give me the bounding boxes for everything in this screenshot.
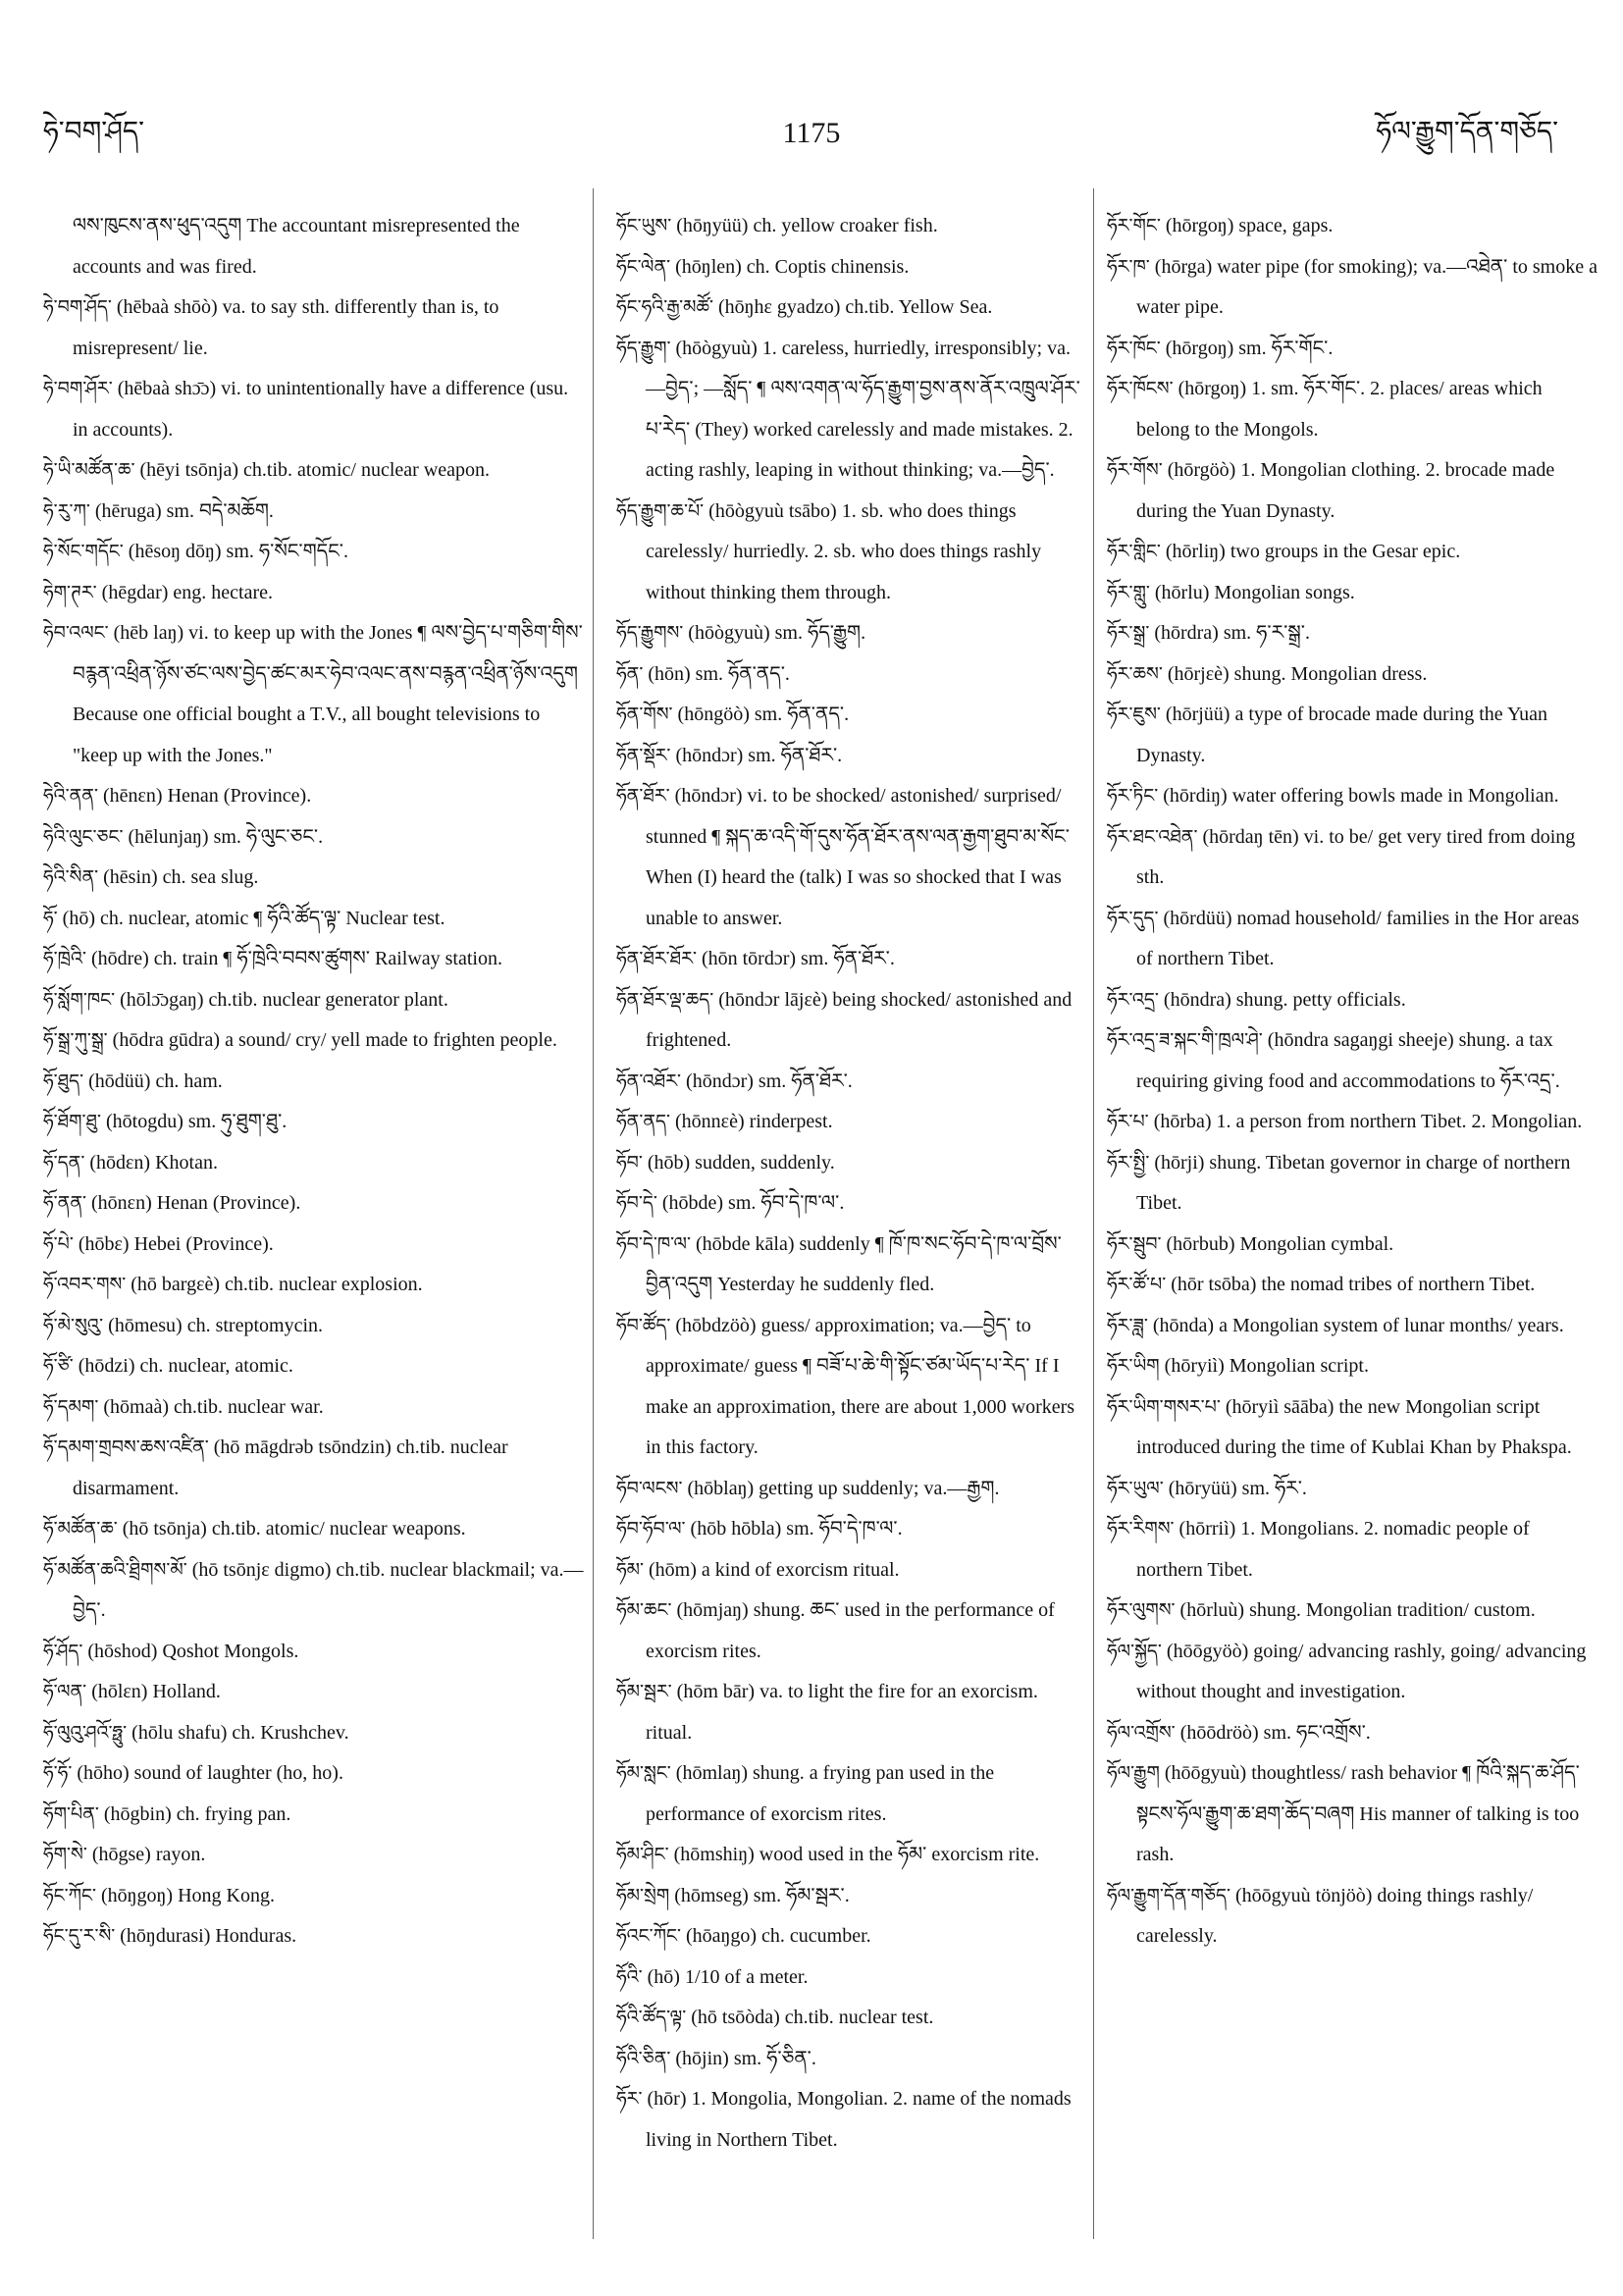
dictionary-entry — [43, 899, 585, 940]
dictionary-entry — [43, 1632, 585, 1673]
entry-headword: ཧོར་སྦུབ་ — [1107, 1232, 1162, 1255]
dictionary-entry — [616, 939, 1081, 980]
entry-headword: ཧོག་སེ་ — [43, 1844, 87, 1865]
dictionary-entry — [1107, 1469, 1597, 1510]
dictionary-entry — [43, 1753, 585, 1795]
dictionary-entry — [43, 1306, 585, 1347]
entry-definition: (hōdɛn) Khotan. — [89, 1151, 218, 1174]
dictionary-entry — [43, 1713, 585, 1754]
entry-headword: ཧོར་ཡིག་གསར་པ་ — [1107, 1395, 1221, 1418]
entry-definition: (hōn tōrdɔr) sm. ཧོན་ཐོར་. — [701, 948, 895, 969]
entry-definition: (hōbde) sm. ཧོབ་དེ་ཁ་ལ་. — [661, 1192, 845, 1214]
entry-headword: ཧོ་ལན་ — [43, 1681, 87, 1702]
entry-headword: ཧོམ་ཆང་ — [616, 1599, 672, 1621]
dictionary-entry — [43, 817, 585, 859]
entry-definition: (hōryiì) Mongolian script. — [1164, 1355, 1369, 1377]
entry-definition: (hōògyuù) sm. ཧོད་རྒྱུག. — [688, 622, 866, 644]
entry-definition: (hōrgöò) 1. Mongolian clothing. 2. brocade made during the Yuan Dynasty. — [1136, 459, 1555, 522]
entry-headword: ཧོག་པིན་ — [43, 1802, 99, 1825]
entry-definition: (hōògyuù tsābo) 1. sb. who does things carelessly/ hurriedly. 2. sb. who does things rashly without thinking them through. — [646, 499, 1042, 603]
entry-headword: ཧོབ་དེ་ཁ་ལ་ — [616, 1232, 691, 1255]
entry-headword: ཧོམ་སྲེག — [616, 1884, 670, 1906]
entry-headword: ཧེའི་སིན་ — [43, 866, 99, 888]
dictionary-entry — [43, 1916, 585, 1957]
entry-definition: (hōnda) a Mongolian system of lunar months/ years. — [1152, 1314, 1564, 1336]
dictionary-entry — [1107, 1632, 1597, 1713]
entry-definition: (hōmesu) ch. streptomycin. — [108, 1314, 324, 1336]
entry-definition: (hōrba) 1. a person from northern Tibet. 2. Mongolian. — [1153, 1111, 1583, 1132]
entry-headword: ཧེའི་ནན་ — [43, 785, 98, 807]
entry-headword: ཧོབ་ — [616, 1151, 643, 1174]
entry-definition: (hōōgyöò) going/ advancing rashly, going/ advancing without thought and investigation. — [1136, 1640, 1587, 1702]
entry-definition: (hēsoŋ dōŋ) sm. ཧ་སོང་གདོང་. — [128, 541, 348, 562]
entry-headword: ཧོལ་རྒྱུག་དོན་གཅོད་ — [1107, 1884, 1230, 1906]
entry-headword: ཧོ་ — [43, 907, 58, 929]
dictionary-entry — [616, 695, 1081, 736]
entry-definition: (hōrdaŋ tēn) vi. to be/ get very tired from doing sth. — [1136, 825, 1576, 888]
dictionary-entry — [616, 206, 1081, 247]
entry-headword: ཧོ་མཚོན་ཆ་ — [43, 1518, 118, 1539]
dictionary-entry — [43, 492, 585, 533]
entry-headword: ཧོལ་རྒྱུག — [1107, 1762, 1160, 1784]
entry-headword: ཧོའི་ཚོད་ལྟ་ — [616, 2007, 687, 2028]
entry-definition: (hōdüü) ch. ham. — [88, 1070, 223, 1092]
entry-headword: ཧོའང་ཀོང་ — [616, 1925, 681, 1947]
entry-headword: ཧོང་ཧའི་རྒྱ་མཚོ་ — [616, 296, 713, 318]
dictionary-entry — [616, 1306, 1081, 1469]
entry-definition: (hōnɛn) Henan (Province). — [91, 1192, 301, 1214]
dictionary-entry — [43, 858, 585, 899]
entry-definition: (hōrluù) shung. Mongolian tradition/ custom. — [1179, 1599, 1536, 1621]
dictionary-entry — [616, 736, 1081, 777]
entry-definition: (hōnnɛè) rinderpest. — [675, 1111, 833, 1132]
entry-definition: (hēb laŋ) vi. to keep up with the Jones ¶ ལས་བྱེད་པ་གཅིག་གིས་བརྙན་འཕྲིན་ཉོས་ཙང་ལས་བྱེད་ཚང་མར་ཧེབ་འལང་ནས་བརྙན་འཕྲིན་ཉོས་འདུག Because one official bought a T.V., all bought televisions to "keep up with the Jones." — [73, 622, 583, 766]
dictionary-entry — [1107, 817, 1597, 899]
entry-headword: ཧོམ་སླང་ — [616, 1762, 671, 1784]
entry-continuation: ལས་ཁུངས་ནས་ཕུད་འདུག The accountant misrepresented the accounts and was fired. — [73, 215, 520, 278]
dictionary-entry — [1107, 532, 1597, 573]
dictionary-entry — [616, 613, 1081, 654]
entry-headword: ཧོབ་དེ་ — [616, 1192, 657, 1214]
entry-definition: (hōmaà) ch.tib. nuclear war. — [103, 1395, 324, 1418]
entry-definition: (hōrjɛè) shung. Mongolian dress. — [1167, 662, 1428, 685]
entry-definition: (hōblaŋ) getting up suddenly; va.—རྒྱག. — [687, 1477, 1000, 1499]
dictionary-entry — [43, 1672, 585, 1713]
entry-definition: (hōmshiŋ) wood used in the ཧོམ་ exorcism rite. — [673, 1844, 1040, 1865]
entry-definition: (hōōdröò) sm. ཧང་འགྲོས་. — [1179, 1721, 1371, 1744]
entry-definition: (hōbɛ) Hebei (Province). — [78, 1232, 274, 1255]
entry-definition: (hōshod) Qoshot Mongols. — [87, 1640, 299, 1662]
dictionary-entry — [1107, 1102, 1597, 1143]
entry-headword: ཧོར་གོང་ — [1107, 215, 1161, 236]
dictionary-entry — [43, 1183, 585, 1225]
entry-headword: ཧོང་ལེན་ — [616, 255, 671, 278]
entry-headword: ཧོར་པ་ — [1107, 1111, 1149, 1132]
dictionary-entry — [1107, 1713, 1597, 1754]
page-number: 1175 — [782, 117, 841, 149]
entry-definition: (hēnɛn) Henan (Province). — [102, 785, 312, 807]
entry-headword: ཧོ་པེ་ — [43, 1232, 74, 1255]
dictionary-entry — [1107, 1143, 1597, 1225]
entry-headword: ཧོར་གླུ་ — [1107, 581, 1150, 603]
entry-definition: (hōtogdu) sm. ཧུ་ཐུག་ཐུ་. — [105, 1111, 288, 1132]
entry-headword: ཧོར་ཁོངས་ — [1107, 378, 1174, 399]
dictionary-entry — [616, 1957, 1081, 1999]
entry-definition: (hōrbub) Mongolian cymbal. — [1166, 1232, 1394, 1255]
dictionary-entry — [43, 1795, 585, 1836]
entry-headword: ཧོན་ཐོར་ཐོར་ — [616, 948, 697, 969]
entry-definition: (hōŋhɛ gyadzo) ch.tib. Yellow Sea. — [717, 296, 993, 318]
entry-headword: ཧོར་ཁོང་ — [1107, 337, 1161, 359]
entry-definition: (hōrliŋ) two groups in the Gesar epic. — [1165, 541, 1461, 562]
entry-headword: ཧོར་གོས་ — [1107, 459, 1163, 481]
dictionary-entry — [43, 1835, 585, 1876]
entry-headword: ཧེག་ཊར་ — [43, 581, 97, 603]
entry-headword: ཧོར་ཆས་ — [1107, 662, 1163, 685]
dictionary-entry — [1107, 1225, 1597, 1266]
entry-headword: ཧོང་ཀོང་ — [43, 1884, 96, 1906]
entry-headword: ཧོ་དམག་ — [43, 1395, 99, 1418]
column-1 — [43, 206, 585, 2247]
dictionary-entry — [616, 1591, 1081, 1672]
dictionary-entry — [1107, 1020, 1597, 1102]
entry-definition: (hōndɔr lājɛè) being shocked/ astonished and frightened. — [646, 988, 1073, 1051]
entry-headword: ཧོབ་ཧོབ་ལ་ — [616, 1518, 686, 1539]
entry-definition: (hōgbin) ch. frying pan. — [103, 1802, 291, 1825]
entry-headword: ཧོད་རྒྱུགས་ — [616, 622, 684, 644]
dictionary-entry — [1107, 369, 1597, 450]
dictionary-entry — [616, 1672, 1081, 1753]
entry-headword: ཧོར་གླིང་ — [1107, 541, 1161, 562]
entry-definition: (hōōgyuù) thoughtless/ rash behavior ¶ ཁོའི་སྐད་ཆ་ཤོད་སྟངས་ཧོལ་རྒྱུག་ཆ་ཐག་ཆོད་བཞག His manner of talking is too rash. — [1136, 1762, 1580, 1865]
entry-headword: ཧོ་དམག་གྲབས་ཆས་འཛིན་ — [43, 1436, 209, 1458]
entry-headword: ཧོ་ཐོག་ཐུ་ — [43, 1111, 101, 1132]
entry-definition: (hōdra gūdra) a sound/ cry/ yell made to frighten people. — [112, 1029, 557, 1051]
dictionary-entry — [616, 654, 1081, 696]
entry-definition: (hōmlaŋ) shung. a frying pan used in the performance of exorcism rites. — [646, 1762, 995, 1825]
entry-headword: ཧོད་རྒྱུག་ཆ་པོ་ — [616, 499, 705, 522]
dictionary-entry — [616, 2039, 1081, 2080]
entry-definition: (hō māgdrəb tsōndzin) ch.tib. nuclear disarmament. — [73, 1436, 508, 1499]
entry-definition: (hōmjaŋ) shung. ཆང་ used in the performance of exorcism rites. — [646, 1599, 1055, 1662]
entry-headword: ཧོར་འདྲ་ — [1107, 988, 1159, 1011]
dictionary-entry — [1107, 776, 1597, 817]
dictionary-entry — [43, 1509, 585, 1550]
entry-definition: (hōlɔ̄ɔgaŋ) ch.tib. nuclear generator plant. — [120, 988, 448, 1011]
entry-headword: ཧོན་ཐོར་ལྡ་ཆད་ — [616, 988, 714, 1011]
dictionary-entry — [616, 287, 1081, 329]
entry-definition: (hōrga) water pipe (for smoking); va.—འཐེན་ to smoke a water pipe. — [1136, 255, 1597, 318]
entry-headword: ཧོ་ནན་ — [43, 1192, 87, 1214]
entry-definition: (hōm) a kind of exorcism ritual. — [649, 1558, 900, 1581]
entry-definition: (hōb hōbla) sm. ཧོབ་དེ་ཁ་ལ་. — [690, 1518, 903, 1539]
entry-definition: (hōndɔr) sm. ཧོན་ཐོར་. — [686, 1070, 853, 1092]
entry-headword: ཧོ་ཐུད་ — [43, 1070, 84, 1092]
dictionary-entry — [43, 573, 585, 614]
entry-definition: (hōjin) sm. ཧོ་ཅིན་. — [675, 2047, 816, 2069]
entry-definition: (hōlu shafu) ch. Krushchev. — [131, 1721, 349, 1744]
dictionary-entry — [616, 247, 1081, 288]
dictionary-entry — [43, 1102, 585, 1143]
entry-headword: ཧོར་ཟླ་ — [1107, 1314, 1148, 1336]
entry-definition: (hēbaà shōò) va. to say sth. differently than is, to misrepresent/ lie. — [73, 296, 499, 359]
entry-definition: (hōrdra) sm. ཧ་ར་སྒྲ་. — [1154, 622, 1310, 644]
entry-headword: ཧོ་ཧོ་ — [43, 1762, 73, 1784]
entry-headword: ཧོམ་སྦར་ — [616, 1681, 672, 1702]
dictionary-entry — [1107, 1265, 1597, 1306]
dictionary-entry — [43, 369, 585, 450]
dictionary-entry — [616, 1876, 1081, 1917]
entry-definition: (hōho) sound of laughter (ho, ho). — [77, 1762, 343, 1784]
dictionary-entry — [1107, 695, 1597, 776]
entry-definition: (hōrriì) 1. Mongolians. 2. nomadic people of northern Tibet. — [1136, 1518, 1530, 1581]
entry-headword: ཧོར་ཡུལ་ — [1107, 1477, 1164, 1499]
entry-definition: (hōŋlen) ch. Coptis chinensis. — [675, 255, 910, 278]
entry-definition: (hōaŋgo) ch. cucumber. — [685, 1925, 871, 1947]
entry-headword: ཧོའི་ཅིན་ — [616, 2047, 671, 2069]
entry-headword: ཧོར་སྒྲ་ — [1107, 622, 1150, 644]
running-head-left: ཧེ་བག་ཤོད་ — [43, 117, 144, 147]
dictionary-entry — [616, 1550, 1081, 1592]
entry-headword: ཧོད་རྒྱུག་ — [616, 337, 671, 359]
dictionary-entry — [43, 1346, 585, 1387]
dictionary-entry — [43, 776, 585, 817]
entry-definition: (hō) 1/10 of a meter. — [647, 1965, 809, 1988]
dictionary-entry — [616, 1998, 1081, 2039]
dictionary-entry — [616, 776, 1081, 939]
entry-headword: ཧོར་ཇུས་ — [1107, 704, 1161, 725]
entry-definition: (hōōgyuù tönjöò) doing things rashly/ carelessly. — [1136, 1884, 1534, 1947]
entry-headword: ཧོར་ཏིང་ — [1107, 785, 1159, 807]
entry-headword: ཧོར་ལུགས་ — [1107, 1599, 1176, 1621]
entry-headword: ཧོར་སྤྱི་ — [1107, 1151, 1150, 1174]
entry-definition: (hōndɔr) vi. to be shocked/ astonished/ surprised/ stunned ¶ སྐད་ཆ་འདི་གོ་དུས་ཧོན་ཐོར་ནས་ལན་རྒྱག་ཐུབ་མ་སོང་ When (I) heard the (talk) I was so shocked that I was unable to answer. — [646, 785, 1070, 929]
entry-definition: (hēyi tsōnja) ch.tib. atomic/ nuclear weapon. — [139, 459, 491, 481]
entry-headword: ཧོ་ཙི་ — [43, 1355, 74, 1377]
entry-headword: ཧོན་སྡོར་ — [616, 744, 671, 766]
entry-definition: (hō tsōòda) ch.tib. nuclear test. — [691, 2007, 934, 2028]
dictionary-entry — [43, 1225, 585, 1266]
dictionary-entry — [43, 613, 585, 776]
dictionary-entry — [43, 287, 585, 369]
dictionary-entry — [616, 329, 1081, 492]
entry-headword: ཧོར་རིགས་ — [1107, 1518, 1175, 1539]
dictionary-entry — [1107, 980, 1597, 1021]
entry-definition: (hōndɔr) sm. ཧོན་ཐོར་. — [675, 744, 843, 766]
dictionary-entry — [43, 1020, 585, 1062]
dictionary-entry — [616, 2079, 1081, 2161]
entry-definition: (hēgdar) eng. hectare. — [101, 581, 274, 603]
entry-headword: ཧོ་སློག་ཁང་ — [43, 988, 116, 1011]
column-3 — [1107, 206, 1597, 2247]
dictionary-entry — [616, 1225, 1081, 1306]
entry-headword: ཧོར་འདྲ་ཟ་སྐང་གི་ཁྲལ་ཤེ་ — [1107, 1029, 1263, 1051]
dictionary-entry — [1107, 1346, 1597, 1387]
entry-headword: ཧེའི་ལུང་ཅང་ — [43, 825, 124, 848]
dictionary-entry — [616, 1062, 1081, 1103]
entry-headword: ཧོན་ཐོར་ — [616, 785, 670, 807]
entry-definition: (hōryüü) sm. ཧོར་. — [1168, 1477, 1307, 1499]
entry-definition: (hōrgoŋ) space, gaps. — [1165, 215, 1334, 236]
entry-headword: ཧེ་རུ་ཀ་ — [43, 499, 90, 522]
entry-headword: ཧོའི་ — [616, 1965, 643, 1988]
dictionary-entry — [1107, 1387, 1597, 1469]
entry-headword: ཧོམ་ཤིང་ — [616, 1844, 669, 1865]
entry-definition: (hōlɛn) Holland. — [91, 1681, 221, 1702]
dictionary-entry — [616, 1102, 1081, 1143]
entry-headword: ཧོར་དུད་ — [1107, 907, 1159, 929]
entry-definition: (hōr tsōba) the nomad tribes of northern Tibet. — [1171, 1274, 1536, 1295]
entry-definition: (hēsin) ch. sea slug. — [103, 866, 259, 888]
entry-definition: (hō tsōnja) ch.tib. atomic/ nuclear weapons. — [122, 1518, 466, 1539]
dictionary-entry — [616, 980, 1081, 1062]
entry-definition: (hōndra sagaŋgi sheeje) shung. a tax requiring giving food and accommodations to ཧོར་འདྲ་. — [1136, 1029, 1560, 1092]
entry-definition: (hōògyuù) 1. careless, hurriedly, irresponsibly; va.—བྱེད་; —སློད་ ¶ ལས་འགན་ལ་ཧོད་རྒྱུག་བྱས་ནས་ནོར་འཁྲུལ་ཤོར་པ་རེད་ (They) worked carelessly and made mistakes. 2. acting rashly, leaping in without thinking; va.—བྱེད་. — [646, 337, 1080, 481]
entry-headword: ཧོ་དན་ — [43, 1151, 85, 1174]
entry-headword: ཧོར་ — [616, 2088, 643, 2110]
dictionary-entry — [1107, 573, 1597, 614]
dictionary-entry — [43, 1265, 585, 1306]
entry-definition: (hōm bār) va. to light the fire for an exorcism. ritual. — [646, 1681, 1038, 1744]
dictionary-entry — [1107, 450, 1597, 532]
entry-definition: (hōrgoŋ) 1. sm. ཧོར་གོང་. 2. places/ areas which belong to the Mongols. — [1136, 378, 1543, 441]
dictionary-entry — [1107, 1753, 1597, 1876]
entry-headword: ཧོབ་ལངས་ — [616, 1477, 683, 1499]
dictionary-entry — [43, 939, 585, 980]
entry-headword: ཧོ་འབར་གས་ — [43, 1274, 127, 1295]
entry-definition: (hēbaà shɔ̄ɔ) vi. to unintentionally have a difference (usu. in accounts). — [73, 378, 569, 441]
entry-definition: (hōryiì sāāba) the new Mongolian script introduced during the time of Kublai Khan by Phakspa. — [1136, 1395, 1572, 1458]
entry-definition: (hōdzi) ch. nuclear, atomic. — [78, 1355, 293, 1377]
entry-headword: ཧེབ་འལང་ — [43, 622, 109, 644]
column-2 — [616, 206, 1081, 2247]
dictionary-entry — [43, 1428, 585, 1509]
entry-definition: (hōrdiŋ) water offering bowls made in Mongolian. — [1163, 785, 1559, 807]
dictionary-entry — [1107, 206, 1597, 247]
entry-headword: ཧོན་གོས་ — [616, 704, 673, 725]
column-divider — [593, 188, 594, 2239]
dictionary-entry — [1107, 329, 1597, 370]
entry-definition: (hōrjüü) a type of brocade made during the Yuan Dynasty. — [1136, 704, 1548, 766]
entry-definition: (hōŋgoŋ) Hong Kong. — [100, 1884, 275, 1906]
entry-headword: ཧོན་ — [616, 662, 644, 685]
entry-definition: (hēlunjaŋ) sm. ཧེ་ལུང་ཅང་. — [128, 825, 324, 848]
dictionary-entry — [616, 1143, 1081, 1184]
dictionary-entry — [1107, 1306, 1597, 1347]
entry-headword: ཧོ་མཚོན་ཆའི་ཐྲིགས་མོ་ — [43, 1558, 187, 1581]
entry-definition: (hōmseg) sm. ཧོམ་སྦར་. — [674, 1884, 850, 1906]
dictionary-entry — [43, 450, 585, 492]
entry-definition: (hōŋdurasi) Honduras. — [120, 1925, 297, 1947]
entry-headword: ཧོ་ཁྲེའི་ — [43, 948, 86, 969]
entry-headword: ཧོན་འཐོར་ — [616, 1070, 682, 1092]
entry-headword: ཧོ་སྒྲ་ཀུ་སྒྲ་ — [43, 1029, 108, 1051]
entry-definition: (hōrgoŋ) sm. ཧོར་གོང་. — [1165, 337, 1334, 359]
entry-headword: ཧེ་སོང་གདོང་ — [43, 541, 124, 562]
entry-definition: (hēruga) sm. བདེ་མཆོག. — [94, 499, 274, 522]
entry-headword: ཧོ་ཤོད་ — [43, 1640, 83, 1662]
dictionary-entry — [1107, 1591, 1597, 1632]
entry-headword: ཧོལ་འགྲོས་ — [1107, 1721, 1176, 1744]
entry-headword: ཧེ་བག་ཤོར་ — [43, 378, 113, 399]
dictionary-entry — [43, 1143, 585, 1184]
entry-definition: (hōgse) rayon. — [91, 1844, 206, 1865]
entry-definition: (hōn) sm. ཧོན་ནད་. — [648, 662, 790, 685]
entry-headword: ཧེ་བག་ཤོད་ — [43, 296, 112, 318]
entry-definition: (hō bargɛè) ch.tib. nuclear explosion. — [131, 1274, 423, 1295]
entry-definition: (hōbdzöò) guess/ approximation; va.—བྱེད་ to approximate/ guess ¶ བཟོ་པ་ཆེ་གི་སྟོང་ཙམ་ཡོད་པ་རེད་ If I make an approximation, there are about 1,000 workers in this factory. — [646, 1314, 1075, 1458]
entry-definition: (hōndra) shung. petty officials. — [1163, 988, 1406, 1011]
entry-definition: (hōŋyüü) ch. yellow croaker fish. — [676, 215, 938, 236]
entry-headword: ཧོལ་སྐྱོད་ — [1107, 1640, 1162, 1662]
running-head-right: ཧོལ་རྒྱུག་དོན་གཅོད་ — [1376, 117, 1558, 147]
entry-definition: (hōrlu) Mongolian songs. — [1154, 581, 1355, 603]
dictionary-entry — [616, 1753, 1081, 1835]
entry-definition: (hōrji) shung. Tibetan governor in charge of northern Tibet. — [1136, 1151, 1571, 1214]
entry-headword: ཧོར་ཡིག — [1107, 1355, 1160, 1377]
entry-definition: (hōr) 1. Mongolia, Mongolian. 2. name of the nomads living in Northern Tibet. — [646, 2088, 1072, 2151]
entry-definition: (hō) ch. nuclear, atomic ¶ ཧོའི་ཚོད་ལྟ་ Nuclear test. — [62, 907, 445, 929]
entry-headword: ཧེ་ཡི་མཚོན་ཆ་ — [43, 459, 135, 481]
entry-headword: ཧོ་ལུའུ་ཤའོ་ཧྥུ་ — [43, 1721, 128, 1744]
dictionary-entry — [1107, 1876, 1597, 1957]
entry-headword: ཧོམ་ — [616, 1558, 645, 1581]
entry-definition: (hō tsōnjɛ digmo) ch.tib. nuclear blackmail; va.—བྱེད་. — [73, 1558, 584, 1621]
dictionary-entry — [616, 1183, 1081, 1225]
dictionary-entry — [616, 492, 1081, 614]
entry-headword: ཧོང་དུ་ར་སི་ — [43, 1925, 116, 1947]
dictionary-entry — [43, 1550, 585, 1632]
dictionary-entry — [1107, 654, 1597, 696]
dictionary-entry — [43, 1062, 585, 1103]
entry-headword: ཧོབ་ཚོད་ — [616, 1314, 671, 1336]
column-divider — [1093, 188, 1094, 2239]
entry-headword: ཧོ་མེ་སུའུ་ — [43, 1314, 104, 1336]
dictionary-entry — [43, 980, 585, 1021]
entry-definition: (hōb) sudden, suddenly. — [647, 1151, 835, 1174]
entry-headword: ཧོན་ནད་ — [616, 1111, 671, 1132]
entry-headword: ཧོང་ཡུས་ — [616, 215, 672, 236]
entry-headword: ཧོར་ཐང་འཐེན་ — [1107, 825, 1198, 848]
entry-definition: (hōngöò) sm. ཧོན་ནད་. — [677, 704, 850, 725]
entry-definition: (hōdre) ch. train ¶ ཧོ་ཁྲེའི་བབས་ཚུགས་ Railway station. — [90, 948, 502, 969]
dictionary-entry — [616, 1916, 1081, 1957]
dictionary-entry — [43, 1876, 585, 1917]
entry-headword: ཧོར་ཁ་ — [1107, 255, 1150, 278]
entry-definition: (hōrdüü) nomad household/ families in the Hor areas of northern Tibet. — [1136, 907, 1580, 969]
dictionary-entry — [616, 1509, 1081, 1550]
dictionary-entry — [1107, 899, 1597, 980]
entry-definition: (hōbde kāla) suddenly ¶ ཁོ་ཁ་སང་ཧོབ་དེ་ཁ་ལ་བྲོས་བྱིན་འདུག Yesterday he suddenly fled. — [646, 1232, 1062, 1295]
dictionary-entry — [43, 532, 585, 573]
dictionary-entry — [1107, 613, 1597, 654]
dictionary-entry — [43, 1387, 585, 1429]
dictionary-entry — [1107, 1509, 1597, 1591]
dictionary-entry — [1107, 247, 1597, 329]
dictionary-entry — [616, 1835, 1081, 1876]
dictionary-entry — [616, 1469, 1081, 1510]
entry-headword: ཧོར་ཚོ་པ་ — [1107, 1274, 1167, 1295]
